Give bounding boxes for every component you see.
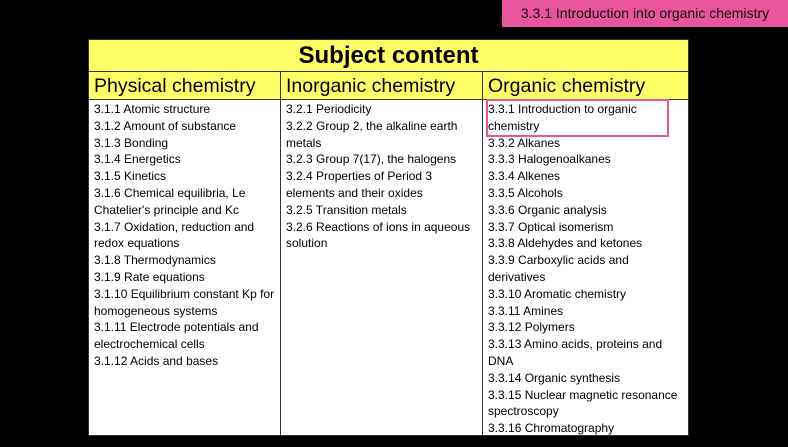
topic-item: 3.2.1 Periodicity [286, 102, 372, 116]
topic-item: 3.1.5 Kinetics [94, 169, 167, 184]
topic-item: 3.3.7 Optical isomerism [488, 219, 614, 234]
topic-item: 3.3.4 Alkenes [488, 169, 561, 184]
topic-badge: 3.3.1 Introduction into organic chemistry [502, 0, 788, 27]
topic-item: 3.3.13 Amino acids, proteins and DNA [488, 337, 663, 368]
topic-item: 3.1.9 Rate equations [94, 269, 205, 284]
topic-item: 3.3.11 Amines [488, 303, 564, 318]
topic-item: 3.3.10 Aromatic chemistry [488, 286, 627, 301]
topic-item: 3.2.2 Group 2, the alkaline earth metals [286, 118, 458, 150]
topic-item: 3.1.10 Equilibrium constant Kp for homogeneous systems [94, 286, 275, 318]
topic-item: 3.3.16 Chromatography [488, 421, 615, 435]
topic-item: 3.3.15 Nuclear magnetic resonance spectroscopy [488, 387, 678, 419]
column-organic-chemistry [483, 72, 688, 435]
topic-item: 3.1.2 Amount of substance [94, 118, 237, 133]
topic-list-organic [483, 100, 688, 435]
topic-item: 3.3.2 Alkanes [488, 135, 561, 150]
topic-item: 3.1.6 Chemical equilibria, Le Chatelier's principle and Kc [94, 185, 246, 217]
topic-item: 3.3.12 Polymers [488, 320, 575, 335]
table-title: Subject content [89, 40, 688, 72]
topic-list-inorganic [281, 100, 482, 252]
column-header-inorganic: Inorganic chemistry [281, 72, 482, 100]
column-header-physical: Physical chemistry [89, 72, 280, 100]
topic-item: 3.1.11 Electrode potentials and electrochemical cells [94, 320, 259, 352]
topic-item: 3.1.12 Acids and bases [94, 353, 219, 368]
column-inorganic-chemistry [281, 72, 483, 435]
topic-item: 3.2.4 Properties of Period 3 elements and their oxides [286, 169, 433, 200]
topic-item: 3.3.6 Organic analysis [488, 202, 607, 217]
subject-content-table [88, 39, 689, 436]
table-columns [89, 72, 688, 435]
topic-item: 3.2.5 Transition metals [286, 202, 407, 217]
topic-item: 3.3.5 Alcohols [488, 185, 563, 200]
topic-item-highlighted: 3.3.1 Introduction to organic chemistry [488, 101, 667, 135]
topic-item: 3.1.3 Bonding [94, 135, 169, 150]
topic-item: 3.1.7 Oxidation, reduction and redox equations [94, 219, 255, 251]
topic-item: 3.3.3 Halogenoalkanes [488, 152, 611, 167]
topic-item: 3.2.3 Group 7(17), the halogens [286, 152, 457, 167]
topic-item: 3.3.14 Organic synthesis [488, 370, 621, 385]
topic-item: 3.3.8 Aldehydes and ketones [488, 236, 643, 251]
column-header-organic: Organic chemistry [483, 72, 688, 100]
topic-item: 3.1.8 Thermodynamics [94, 253, 216, 268]
topic-item: 3.1.4 Energetics [94, 152, 181, 167]
column-physical-chemistry [89, 72, 281, 435]
topic-item: 3.1.1 Atomic structure [94, 102, 211, 116]
topic-list-physical [89, 100, 280, 370]
topic-item: 3.3.9 Carboxylic acids and derivatives [488, 253, 629, 284]
topic-item: 3.2.6 Reactions of ions in aqueous solution [286, 219, 471, 251]
